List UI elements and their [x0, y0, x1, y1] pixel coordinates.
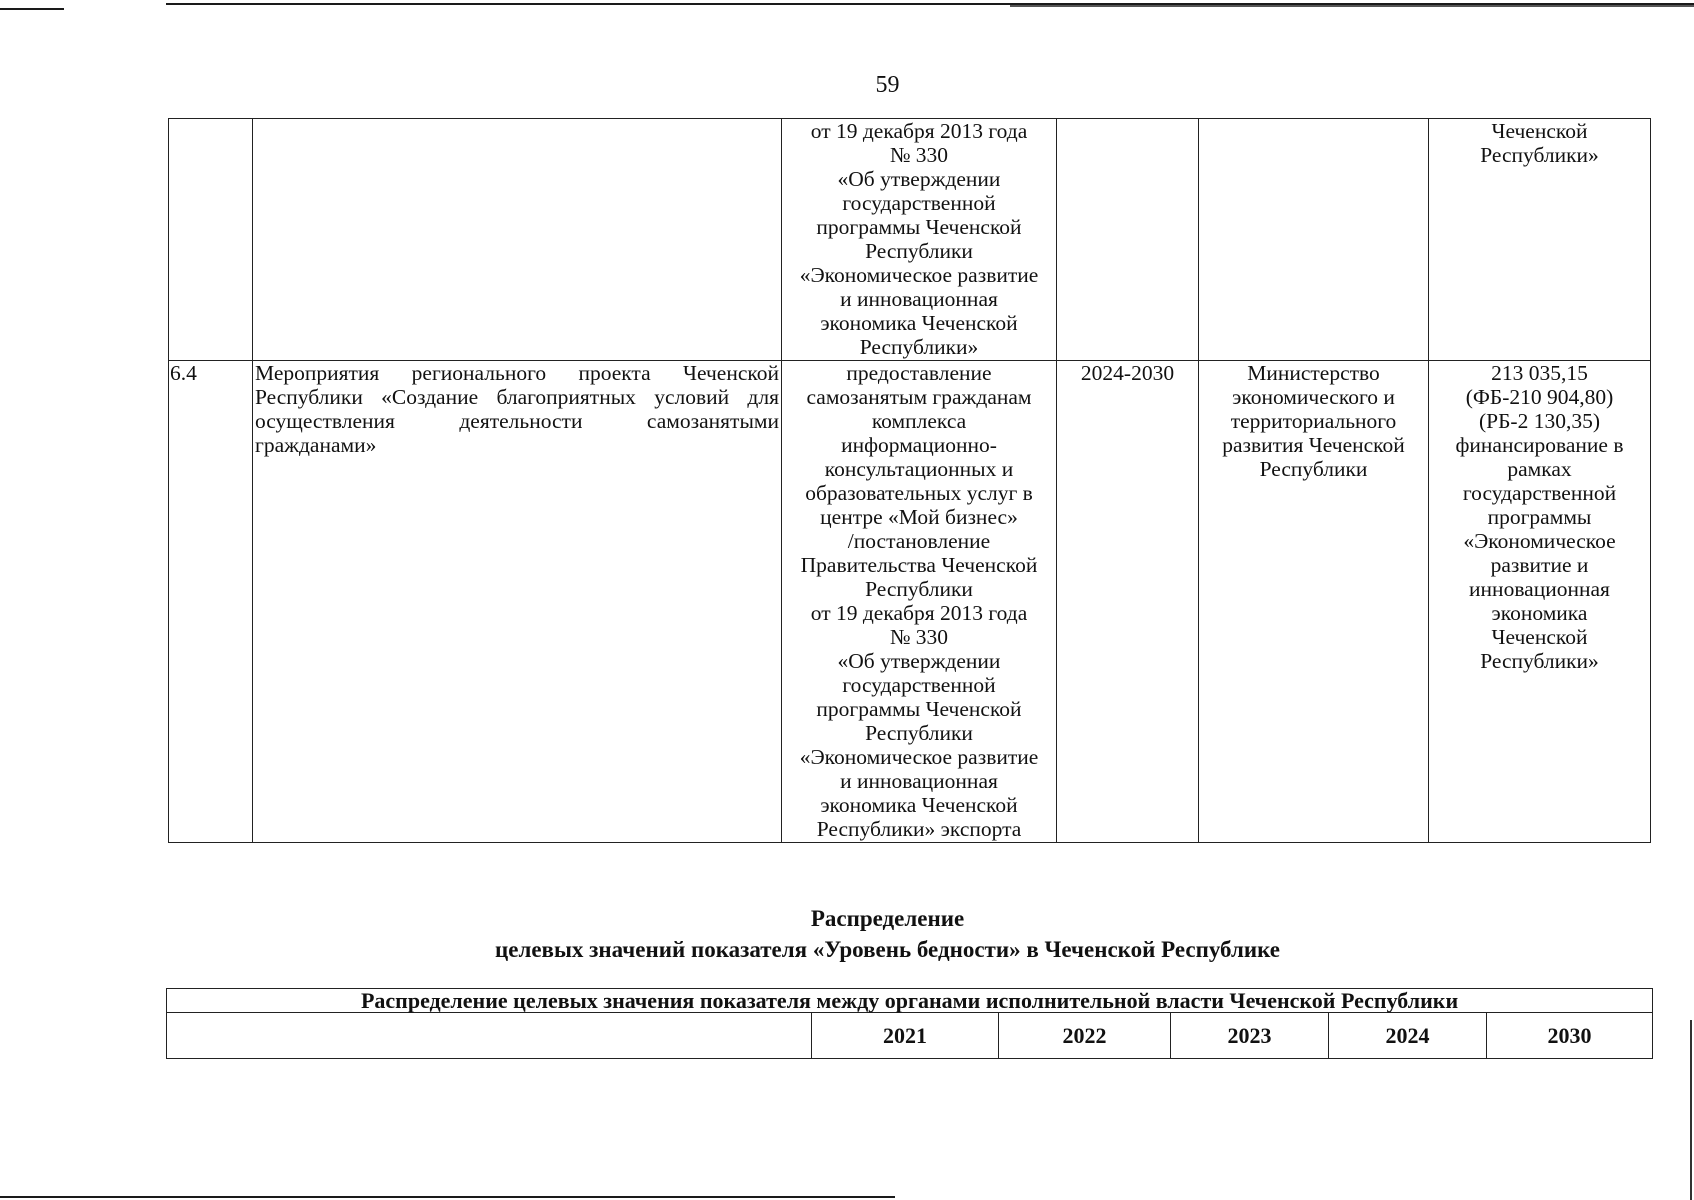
cell-line: «Экономическое: [1463, 529, 1616, 553]
cell-line: Республики»: [1480, 649, 1599, 673]
measure-name-cell: [253, 361, 782, 843]
cell-line: «Об утверждении: [837, 649, 1001, 673]
cell-line: образовательных услуг в: [805, 481, 1033, 505]
period-cell: 2024-2030: [1057, 361, 1199, 843]
cell-line: экономического и: [1232, 385, 1395, 409]
table-caption-row: [167, 989, 1653, 1013]
cell-line: Министерство: [1247, 361, 1380, 385]
cell-line: Чеченской: [1491, 119, 1588, 143]
scan-edge-top-2: [1010, 5, 1694, 7]
scan-edge-top-left: [0, 8, 64, 10]
cell-line: экономика Чеченской: [820, 793, 1018, 817]
section-subheading: целевых значений показателя «Уровень бедности» в Чеченской Республике: [494, 937, 1280, 962]
cell-line: программы: [1487, 505, 1592, 529]
cell-line: Республики»: [1480, 143, 1599, 167]
cell-line: развития Чеченской: [1222, 433, 1405, 457]
table-header-row: [167, 1013, 1653, 1059]
cell-line: инновационная: [1469, 577, 1610, 601]
target-values-table: [166, 988, 1653, 1059]
measures-table: [168, 118, 1651, 843]
scan-edge-bottom: [0, 1196, 895, 1198]
cell-line: /постановление: [847, 529, 991, 553]
cell-line: консультационных и: [824, 457, 1014, 481]
table-caption: Распределение целевых значения показателя между органами исполнительной власти Чеченской Республики: [167, 989, 1653, 1013]
cell-line: комплекса: [871, 409, 967, 433]
cell-line: программы Чеченской: [816, 697, 1022, 721]
year-header: 2021: [812, 1013, 999, 1059]
cell-line: государственной: [842, 191, 996, 215]
cell-line: от 19 декабря 2013 года: [810, 119, 1028, 143]
mechanism-cell: [782, 119, 1057, 361]
row-number-cell: [169, 119, 253, 361]
financing-cell: [1429, 361, 1651, 843]
year-header: 2024: [1329, 1013, 1487, 1059]
cell-line: «Экономическое развитие: [799, 745, 1039, 769]
executor-cell: [1199, 361, 1429, 843]
section-heading: Распределение: [810, 906, 965, 931]
cell-line: Республики: [865, 577, 973, 601]
table-row: [169, 361, 1651, 843]
scan-edge-right: [1690, 1020, 1692, 1200]
cell-line: № 330: [889, 625, 949, 649]
cell-line: Республики» экспорта: [816, 817, 1022, 841]
cell-line: (РБ-2 130,35): [1478, 409, 1601, 433]
cell-line: экономика Чеченской: [820, 311, 1018, 335]
cell-line: и инновационная: [840, 769, 998, 793]
cell-line: «Экономическое развитие: [799, 263, 1039, 287]
cell-line: государственной: [1462, 481, 1617, 505]
row-number-cell: 6.4: [169, 361, 253, 843]
executor-cell: [1199, 119, 1429, 361]
cell-line: (ФБ-210 904,80): [1465, 385, 1614, 409]
mechanism-cell: [782, 361, 1057, 843]
cell-line: Чеченской: [1491, 625, 1588, 649]
cell-line: самозанятым гражданам: [806, 385, 1032, 409]
cell-line: рамках: [1507, 457, 1572, 481]
financing-cell: [1429, 119, 1651, 361]
cell-line: информационно-: [841, 433, 997, 457]
cell-line: Правительства Чеченской: [800, 553, 1038, 577]
cell-line: № 330: [889, 143, 949, 167]
cell-line: Республики: [865, 239, 973, 263]
cell-line: развитие и: [1490, 553, 1589, 577]
cell-line: территориального: [1230, 409, 1397, 433]
cell-line: Республики: [1259, 457, 1368, 481]
year-header: 2030: [1487, 1013, 1653, 1059]
page-number: 59: [875, 72, 900, 98]
cell-line: Республики: [865, 721, 973, 745]
indicator-header-cell: [167, 1013, 812, 1059]
cell-line: «Об утверждении: [837, 167, 1001, 191]
cell-line: от 19 декабря 2013 года: [810, 601, 1028, 625]
cell-line: 213 035,15: [1491, 361, 1588, 385]
cell-line: предоставление: [846, 361, 992, 385]
table-row: [169, 119, 1651, 361]
cell-line: экономика: [1491, 601, 1588, 625]
year-header: 2023: [1171, 1013, 1329, 1059]
period-cell: [1057, 119, 1199, 361]
cell-line: программы Чеченской: [816, 215, 1022, 239]
cell-line: финансирование в: [1455, 433, 1624, 457]
measure-name-text: Мероприятия регионального проекта Чеченской Республики «Создание благоприятных условий для осуществления деятельности самозанятыми гражданами»: [255, 361, 779, 457]
cell-line: и инновационная: [840, 287, 998, 311]
measure-name-cell: [253, 119, 782, 361]
year-header: 2022: [999, 1013, 1171, 1059]
cell-line: Республики»: [859, 335, 979, 359]
cell-line: государственной: [842, 673, 996, 697]
cell-line: центре «Мой бизнес»: [820, 505, 1018, 529]
